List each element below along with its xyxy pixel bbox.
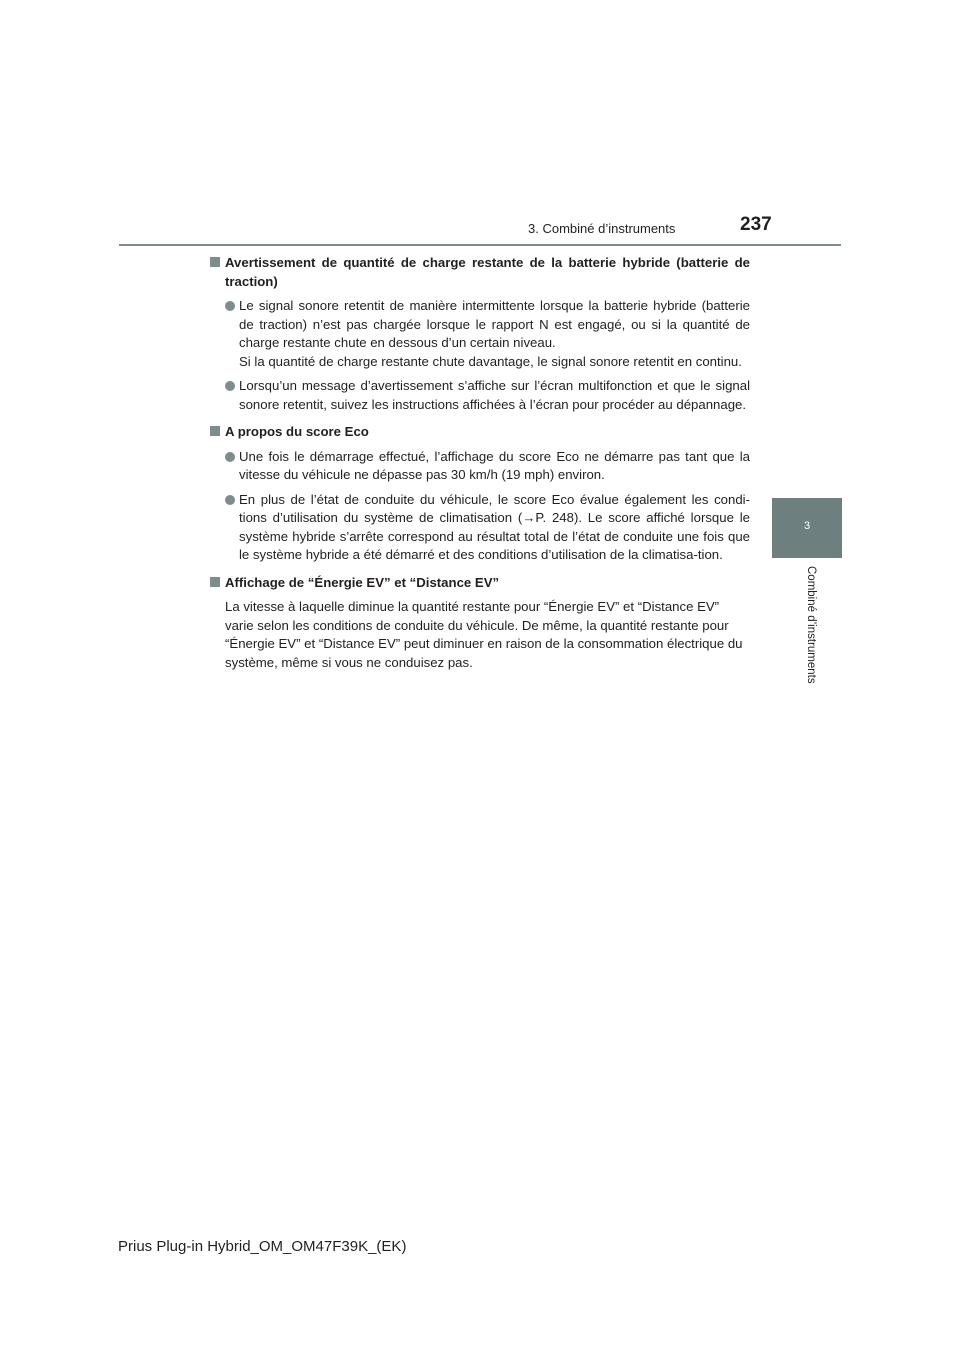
circle-bullet-icon bbox=[225, 301, 235, 311]
circle-bullet-icon bbox=[225, 452, 235, 462]
circle-bullet-icon bbox=[225, 495, 235, 505]
section-heading-text: A propos du score Eco bbox=[225, 424, 369, 439]
section-heading bbox=[210, 423, 750, 442]
header-rule bbox=[119, 244, 841, 246]
bullet-text-continued: Si la quantité de charge restante chute davantage, le signal sonore retentit en continu. bbox=[239, 353, 742, 369]
page-content bbox=[210, 254, 750, 678]
chapter-tab-number: 3 bbox=[803, 520, 811, 532]
bullet-item bbox=[210, 491, 750, 565]
footer-document-id: Prius Plug-in Hybrid_OM_OM47F39K_(EK) bbox=[118, 1238, 407, 1255]
section-paragraph: La vitesse à laquelle diminue la quantité restante pour “Énergie EV” et “Distance EV” varie selon les conditions de conduite du véhicule. De même, la quantité restante pour “Énergie EV” et “Distance EV” peut diminuer en raison de la consommation électrique du système, même si vous ne conduisez pas. bbox=[225, 599, 743, 670]
bullet-text: Le signal sonore retentit de manière intermittente lorsque la batterie hybride (batterie de traction) n’est pas chargée lorsque le rapport N est engagé, ou si la quantité de charge restante chute en dessous d’un certain niveau. bbox=[239, 298, 750, 350]
circle-bullet-icon bbox=[225, 381, 235, 391]
square-bullet-icon bbox=[210, 257, 220, 267]
header-section-title: 3. Combiné d’instruments bbox=[528, 221, 676, 236]
chapter-tab[interactable] bbox=[772, 498, 842, 558]
bullet-text: En plus de l’état de conduite du véhicule, le score Eco évalue également les condi-tions d’utilisation du système de climatisation (→P. 248). Le score affiché lorsque le système hybride s’arrête correspond au résultat total de l’état de conduite une fois que le système hybride a été démarré et des conditions d’utilisation de la climatisa-tion. bbox=[239, 491, 750, 562]
bullet-item bbox=[210, 297, 750, 371]
bullet-item bbox=[210, 377, 750, 414]
section-heading-text: Avertissement de quantité de charge restante de la batterie hybride (batterie de traction) bbox=[225, 255, 750, 289]
square-bullet-icon bbox=[210, 426, 220, 436]
section-heading bbox=[210, 254, 750, 291]
square-bullet-icon bbox=[210, 577, 220, 587]
header-page-number: 237 bbox=[740, 214, 772, 235]
bullet-item bbox=[210, 448, 750, 485]
bullet-text: Lorsqu’un message d’avertissement s’affiche sur l’écran multifonction et que le signal sonore retentit, suivez les instructions affichées à l’écran pour procéder au dépannage. bbox=[239, 378, 750, 412]
bullet-text: Une fois le démarrage effectué, l’affichage du score Eco ne démarre pas tant que la vitesse du véhicule ne dépasse pas 30 km/h (19 mph) environ. bbox=[239, 448, 750, 482]
chapter-side-label: Combiné d’instruments bbox=[805, 566, 817, 684]
section-heading bbox=[210, 574, 750, 593]
section-heading-text: Affichage de “Énergie EV” et “Distance EV” bbox=[225, 574, 500, 590]
